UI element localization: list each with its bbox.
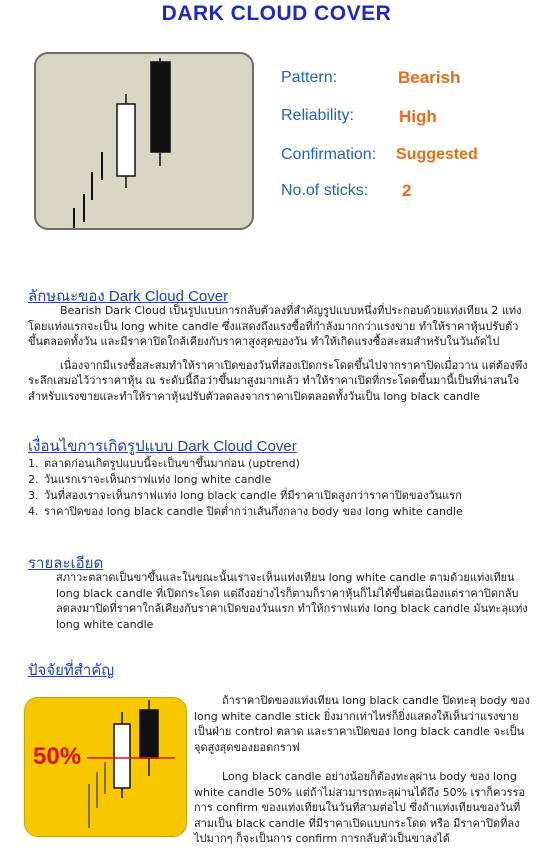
characteristics-text (28, 303, 530, 404)
pattern-value: Bearish (398, 68, 461, 87)
factors-heading[interactable]: ปัจจัยที่สำคัญ (28, 662, 115, 679)
pattern-label: Pattern: (281, 69, 338, 86)
candlestick-figure (36, 54, 252, 228)
conditions-list (28, 456, 528, 520)
black-candle-body (151, 62, 170, 152)
list-item: 3. วันที่สองเราจะเห็นกราฟแท่ง long black candle ที่มีราคาเปิดสูงกว่าราคาปิดของวันแรก (28, 489, 462, 502)
confirmation-value: Suggested (396, 146, 478, 163)
characteristics-heading[interactable]: ลักษณะของ Dark Cloud Cover (28, 288, 229, 305)
conditions-heading[interactable]: เงื่อนไขการเกิดรูปแบบ Dark Cloud Cover (28, 438, 297, 455)
list-item: 4. ราคาปิดของ long black candle ปิดต่ำกว่าเส้นกึ่งกลาง body ของ long white candle (28, 505, 463, 518)
list-item: 2. วันแรกเราจะเห็นกราฟแท่ง long white candle (28, 473, 272, 486)
confirmation-label: Confirmation: (281, 146, 377, 163)
factors-para-2: Long black candle อย่างน้อยก็ต้องทะลุผ่าน body ของ long white candle 50% แต่ถ้าไม่สามารถทะลุผ่านได้ถึง 50% เราก็ควรรอการ confirm ของแท่งเทียนในวันที่สามต่อไป ซึ่งถ้าแท่งเทียนของวันที่สามเป็น black candle ที่มีราคาเปิดแบบกระโดด หรือ มีราคาปิดที่ลงไปมากๆ ก็จะเป็นการ confirm การกลับตัวเป็นขาลงได้ (194, 770, 526, 845)
factors-para-1: ถ้าราคาปิดของแท่งเทียน long black candle ปิดทะลุ body ของ long white candle stick ยิ่งมากเท่าไหร่ก็ยิ่งแสดงให้เห็นว่าแรงขายเป็นฝ่าย control ตลาด และราคาเปิดของ long black candle จะเป็นจุดสูงสุดของยอดกราฟ (194, 694, 530, 754)
characteristics-para-1: Bearish Dark Cloud เป็นรูปแบบการกลับตัวลงที่สำคัญรูปแบบหนึ่งที่ประกอบด้วยแท่งเทียน 2 แท่ง โดยแท่งแรกจะเป็น long white candle ซึ่งแสดงถึงแรงซื้อที่กำลังมากกว่าแรงขาย ทำให้ราคาหุ้นปรับตัวขึ้นตลอดทั้งวัน และมีราคาปิดใกล้เคียงกับราคาสูงสุดของวัน ทำให้เกิดแรงซื้อสะสมสำหรับในวันถัดไป (28, 304, 522, 348)
fifty-percent-label: 50% (33, 743, 82, 770)
details-heading[interactable]: รายละเอียด (28, 555, 104, 572)
white-candle-body (117, 104, 135, 176)
page-title: DARK CLOUD COVER (161, 2, 392, 25)
black-candle-body (140, 710, 158, 758)
white-candle-body (114, 724, 130, 788)
details-text: สภาวะตลาดเป็นขาขึ้นและในขณะนั้นเราจะเห็นแท่งเทียน long white candle ตามด้วยแท่งเทียน long black candle ที่เปิดกระโดด แต่ถึงอย่างไรก็ตามก็ราคาหุ้นก็ไม่ได้ขึ้นต่อเนื่องแต่ราคาปิดกลับลดลงมาปิดที่ราคาใกล้เคียงกับราคาเปิดของวันแรก ทำให้กราฟแท่ง long black candle มันทะลุแท่ง long white candle (56, 571, 528, 631)
factors-text (194, 693, 532, 847)
reliability-value: High (399, 107, 437, 126)
sticks-value: 2 (402, 181, 412, 200)
pattern-illustration (34, 52, 254, 230)
list-item: 1. ตลาดก่อนเกิดรูปแบบนี้จะเป็นขาขึ้นมาก่อน (uptrend) (28, 457, 300, 470)
reliability-label: Reliability: (281, 107, 354, 124)
sticks-label: No.of sticks: (281, 182, 369, 199)
characteristics-para-2: เนื่องจากมีแรงซื้อสะสมทำให้ราคาเปิดของวันที่สองเปิดกระโดดขึ้นไปจากราคาปิดเมื่อวาน แต่ต้องพึงระลึกเสมอไว้ว่าราคาหุ้น ณ ระดับนี้ถือว่าขึ้นมาสูงมากแล้ว ทำให้ราคาเปิดที่กระโดดขึ้นมานี้เป็นที่น่าสนใจสำหรับแรงขายและทำให้ราคาหุ้นปรับตัวลดลงจากราคาเปิดตลอดทั้งวันเป็น long black candle (28, 358, 528, 403)
